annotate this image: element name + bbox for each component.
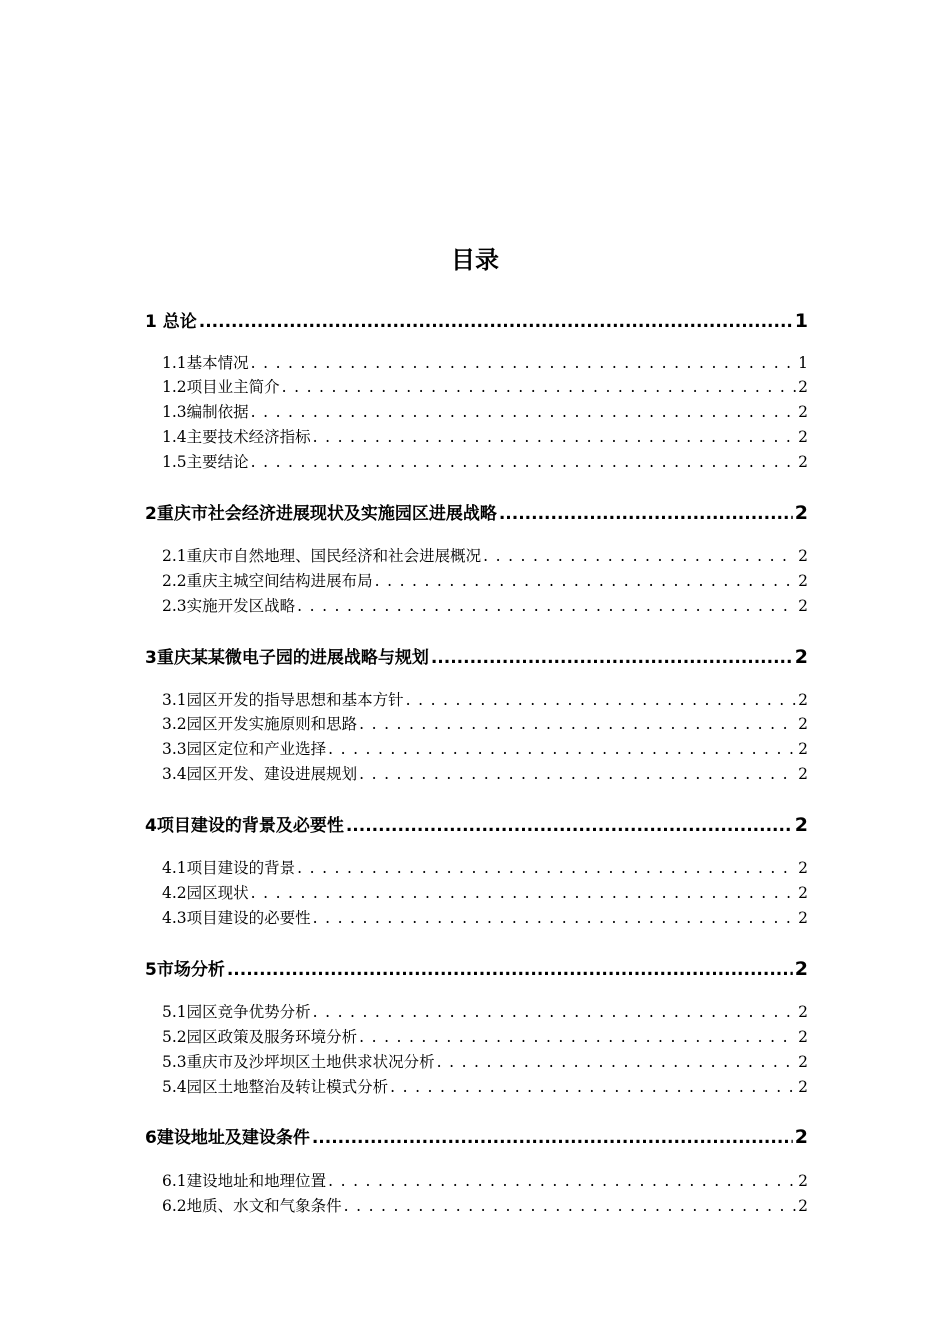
toc-chapter-entry[interactable] bbox=[145, 500, 808, 526]
toc-section-entry[interactable] bbox=[145, 451, 808, 473]
toc-dot-leader bbox=[199, 309, 793, 335]
toc-dot-leader bbox=[328, 738, 796, 760]
toc-dot-leader bbox=[227, 957, 793, 983]
toc-section-title: 3.3园区定位和产业选择 bbox=[162, 740, 327, 758]
toc-page-number: 2 bbox=[798, 740, 808, 758]
toc-dot-leader bbox=[251, 882, 796, 904]
toc-dot-leader bbox=[251, 401, 796, 423]
toc-dot-leader bbox=[344, 1195, 796, 1217]
toc-section-title: 2.1重庆市自然地理、国民经济和社会进展概况 bbox=[162, 547, 482, 565]
toc-chapter-title: 4项目建设的背景及必要性 bbox=[145, 816, 344, 836]
toc-dot-leader bbox=[359, 713, 796, 735]
toc-section-entry[interactable] bbox=[145, 713, 808, 735]
toc-section-entry[interactable] bbox=[145, 689, 808, 711]
toc-section-title: 1.3编制依据 bbox=[162, 403, 249, 421]
toc-page-number: 2 bbox=[798, 691, 808, 709]
toc-section-entry[interactable] bbox=[145, 1026, 808, 1048]
toc-page-number: 2 bbox=[798, 1053, 808, 1071]
toc-page-number: 1 bbox=[798, 354, 808, 372]
toc-page-number: 2 bbox=[794, 814, 808, 836]
toc-section-title: 2.2重庆主城空间结构进展布局 bbox=[162, 572, 373, 590]
toc-page-number: 2 bbox=[794, 646, 808, 668]
toc-section-title: 1.5主要结论 bbox=[162, 453, 249, 471]
toc-section-entry[interactable] bbox=[145, 1076, 808, 1098]
toc-section-entry[interactable] bbox=[145, 907, 808, 929]
toc-page-number: 2 bbox=[794, 1126, 808, 1148]
toc-section-title: 3.4园区开发、建设进展规划 bbox=[162, 765, 358, 783]
toc-chapter-entry[interactable] bbox=[145, 812, 808, 838]
toc-section-entry[interactable] bbox=[145, 352, 808, 374]
toc-section-title: 2.3实施开发区战略 bbox=[162, 597, 296, 615]
toc-page-number: 2 bbox=[798, 403, 808, 421]
toc-dot-leader bbox=[483, 545, 796, 567]
toc-section-title: 3.2园区开发实施原则和思路 bbox=[162, 715, 358, 733]
toc-section-entry[interactable] bbox=[145, 738, 808, 760]
toc-section-title: 5.1园区竞争优势分析 bbox=[162, 1003, 311, 1021]
toc-dot-leader bbox=[437, 1051, 796, 1073]
toc-section-entry[interactable] bbox=[145, 401, 808, 423]
toc-dot-leader bbox=[251, 352, 796, 374]
toc-dot-leader bbox=[297, 595, 796, 617]
toc-page-number: 2 bbox=[798, 765, 808, 783]
toc-section-entry[interactable] bbox=[145, 1195, 808, 1217]
toc-section-entry[interactable] bbox=[145, 857, 808, 879]
toc-section-entry[interactable] bbox=[145, 763, 808, 785]
toc-page-number: 2 bbox=[798, 909, 808, 927]
toc-section-entry[interactable] bbox=[145, 1170, 808, 1192]
toc-page-number: 2 bbox=[798, 1197, 808, 1215]
toc-dot-leader bbox=[375, 570, 796, 592]
toc-chapter-title: 5市场分析 bbox=[145, 960, 225, 980]
toc-chapter-title: 2重庆市社会经济进展现状及实施园区进展战略 bbox=[145, 504, 497, 524]
toc-page-number: 2 bbox=[798, 1172, 808, 1190]
toc-section-title: 5.4园区土地整治及转让模式分析 bbox=[162, 1078, 389, 1096]
toc-section-entry[interactable] bbox=[145, 882, 808, 904]
toc-page-number: 1 bbox=[794, 310, 808, 332]
toc-section-entry[interactable] bbox=[145, 595, 808, 617]
toc-dot-leader bbox=[346, 813, 793, 839]
toc-page-number: 2 bbox=[798, 428, 808, 446]
toc-page-number: 2 bbox=[794, 958, 808, 980]
toc-chapter-entry[interactable] bbox=[145, 1124, 808, 1150]
toc-page-number: 2 bbox=[798, 597, 808, 615]
toc-section-title: 1.1基本情况 bbox=[162, 354, 249, 372]
toc-page-number: 2 bbox=[798, 547, 808, 565]
toc-dot-leader bbox=[328, 1170, 796, 1192]
toc-section-entry[interactable] bbox=[145, 545, 808, 567]
toc-section-entry[interactable] bbox=[145, 426, 808, 448]
toc-section-title: 6.2地质、水文和气象条件 bbox=[162, 1197, 342, 1215]
toc-page-number: 2 bbox=[798, 715, 808, 733]
toc-section-entry[interactable] bbox=[145, 1001, 808, 1023]
toc-dot-leader bbox=[390, 1076, 796, 1098]
toc-section-title: 4.1项目建设的背景 bbox=[162, 859, 296, 877]
toc-section-title: 1.2项目业主简介 bbox=[162, 378, 280, 396]
toc-dot-leader bbox=[313, 907, 796, 929]
toc-chapter-entry[interactable] bbox=[145, 644, 808, 670]
toc-chapter-entry[interactable] bbox=[145, 956, 808, 982]
toc-dot-leader bbox=[313, 426, 796, 448]
toc-dot-leader bbox=[359, 1026, 796, 1048]
toc-page-number: 2 bbox=[798, 859, 808, 877]
toc-page-number: 2 bbox=[798, 1003, 808, 1021]
toc-page-number: 2 bbox=[798, 1078, 808, 1096]
toc-dot-leader bbox=[359, 763, 796, 785]
toc-section-title: 4.2园区现状 bbox=[162, 884, 249, 902]
toc-dot-leader bbox=[297, 857, 796, 879]
toc-dot-leader bbox=[499, 501, 793, 527]
toc-dot-leader bbox=[282, 376, 796, 398]
toc-page-number: 2 bbox=[798, 453, 808, 471]
toc-chapter-title: 3重庆某某微电子园的进展战略与规划 bbox=[145, 648, 429, 668]
toc-dot-leader bbox=[431, 645, 793, 671]
toc-chapter-title: 6建设地址及建设条件 bbox=[145, 1128, 310, 1148]
toc-dot-leader bbox=[313, 1001, 796, 1023]
toc-section-entry[interactable] bbox=[145, 376, 808, 398]
toc-dot-leader bbox=[251, 451, 796, 473]
toc-page-number: 2 bbox=[798, 572, 808, 590]
toc-section-title: 5.3重庆市及沙坪坝区土地供求状况分析 bbox=[162, 1053, 435, 1071]
toc-page-number: 2 bbox=[798, 1028, 808, 1046]
toc-section-title: 6.1建设地址和地理位置 bbox=[162, 1172, 327, 1190]
toc-dot-leader bbox=[406, 689, 796, 711]
toc-chapter-entry[interactable] bbox=[145, 308, 808, 334]
toc-section-entry[interactable] bbox=[145, 1051, 808, 1073]
toc-section-title: 3.1园区开发的指导思想和基本方针 bbox=[162, 691, 404, 709]
toc-section-title: 1.4主要技术经济指标 bbox=[162, 428, 311, 446]
toc-section-title: 4.3项目建设的必要性 bbox=[162, 909, 311, 927]
toc-dot-leader bbox=[312, 1125, 793, 1151]
toc-section-entry[interactable] bbox=[145, 570, 808, 592]
toc-title: 目录 bbox=[451, 246, 499, 274]
toc-page-number: 2 bbox=[798, 378, 808, 396]
toc-chapter-title: 1 总论 bbox=[145, 312, 197, 332]
toc-section-title: 5.2园区政策及服务环境分析 bbox=[162, 1028, 358, 1046]
toc-page-number: 2 bbox=[798, 884, 808, 902]
toc-page-number: 2 bbox=[794, 502, 808, 524]
